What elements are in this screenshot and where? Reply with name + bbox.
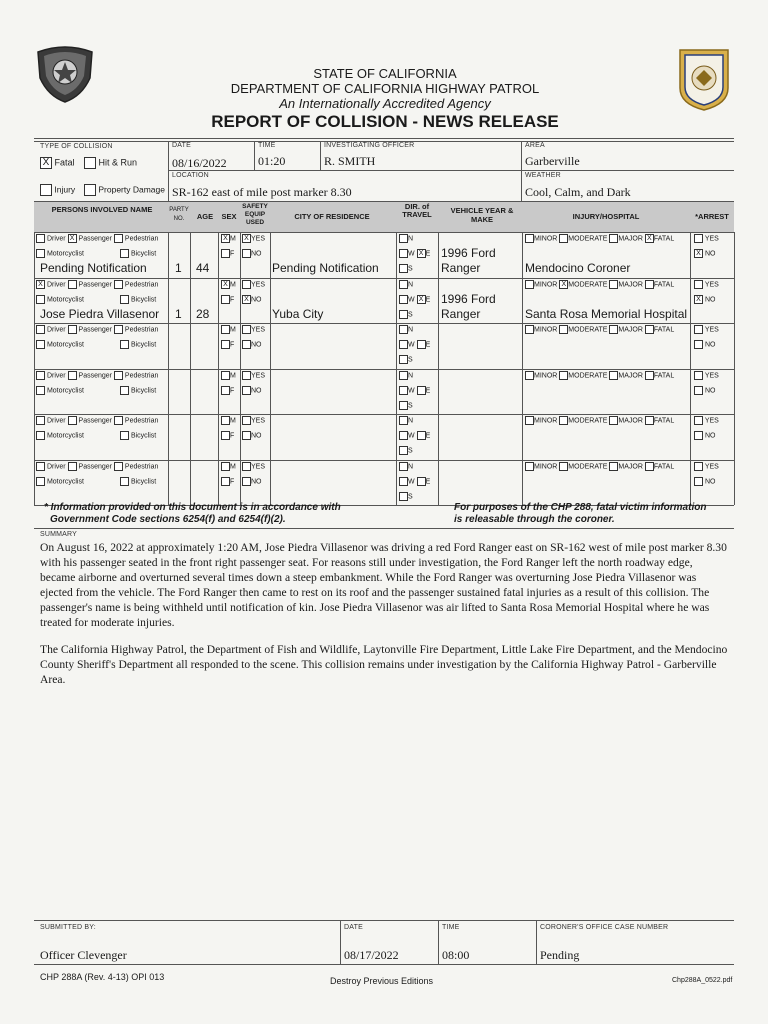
motorcyclist-text: Motorcyclist: [46, 386, 84, 394]
minor-text: MINOR: [534, 462, 558, 470]
coroner-note-line2: is releasable through the coroner.: [454, 514, 615, 525]
e-text: E: [425, 341, 431, 349]
bicyclist-text: Bicyclist: [130, 250, 157, 258]
dir-w-checkbox[interactable]: [399, 431, 408, 440]
dir-e-checkbox[interactable]: [417, 431, 426, 440]
submitted-by: Officer Clevenger: [40, 948, 127, 962]
male-checkbox[interactable]: X: [221, 234, 230, 243]
form-number: CHP 288A (Rev. 4-13) OPI 013: [40, 972, 165, 982]
person-name: Pending Notification: [40, 261, 147, 275]
arrest-no-checkbox[interactable]: [694, 431, 703, 440]
f-text: F: [230, 432, 235, 440]
dir-s-checkbox[interactable]: [399, 401, 408, 410]
dir-e-checkbox[interactable]: [417, 386, 426, 395]
e-text: E: [425, 477, 431, 485]
safety-no-checkbox[interactable]: [242, 431, 251, 440]
passenger-text: Passenger: [78, 326, 112, 334]
safety-no-checkbox[interactable]: [242, 340, 251, 349]
header-department: DEPARTMENT OF CALIFORNIA HIGHWAY PATROL: [230, 81, 540, 96]
pedestrian-text: Pedestrian: [124, 235, 159, 243]
dir-s-checkbox[interactable]: [399, 355, 408, 364]
bicyclist-checkbox[interactable]: [120, 431, 129, 440]
w-text: W: [408, 477, 415, 485]
coroner-note-line1: For purposes of the CHP 288, fatal victim information: [454, 502, 707, 513]
persons-involved-header: PERSONS INVOLVED NAME: [51, 205, 153, 214]
no-text: NO: [251, 432, 262, 440]
injury-option[interactable]: [40, 184, 75, 196]
w-text: W: [408, 386, 415, 394]
passenger-text: Passenger: [78, 417, 112, 425]
submitted-date-label: DATE: [344, 924, 363, 931]
date-label: DATE: [172, 142, 191, 149]
coroner-case-label: CORONER'S OFFICE CASE NUMBER: [540, 924, 669, 931]
collision-date: 08/16/2022: [172, 156, 227, 170]
city-of-residence: Yuba City: [272, 306, 324, 321]
bicyclist-checkbox[interactable]: [120, 249, 129, 258]
moderate-checkbox[interactable]: [559, 371, 568, 380]
type-of-collision-label: TYPE OF COLLISION: [40, 143, 113, 150]
property-damage-checkbox[interactable]: [84, 184, 96, 196]
moderate-checkbox[interactable]: [559, 325, 568, 334]
arrest-no-checkbox[interactable]: [694, 477, 703, 486]
arrest-header: *ARREST: [695, 212, 729, 221]
area-label: AREA: [525, 142, 545, 149]
driver-text: Driver: [46, 280, 66, 288]
location-label: LOCATION: [172, 172, 209, 179]
major-text: MAJOR: [618, 462, 643, 470]
moderate-text: MODERATE: [568, 326, 608, 334]
investigating-officer: R. SMITH: [324, 154, 376, 168]
fatal-option[interactable]: [40, 157, 75, 169]
driver-text: Driver: [46, 417, 66, 425]
minor-checkbox[interactable]: [525, 371, 534, 380]
driver-checkbox[interactable]: [36, 325, 45, 334]
summary-label: SUMMARY: [40, 531, 78, 538]
submitted-date: 08/17/2022: [344, 948, 399, 962]
female-checkbox[interactable]: [221, 477, 230, 486]
city-header: CITY OF RESIDENCE: [294, 212, 370, 221]
no-text: NO: [251, 341, 262, 349]
safety-yes-checkbox[interactable]: X: [242, 234, 251, 243]
bicyclist-checkbox[interactable]: [120, 477, 129, 486]
e-text: E: [425, 386, 431, 394]
w-text: W: [408, 250, 415, 258]
dir-n-checkbox[interactable]: [399, 325, 408, 334]
pedestrian-text: Pedestrian: [124, 280, 159, 288]
driver-checkbox[interactable]: X: [36, 280, 45, 289]
motorcyclist-text: Motorcyclist: [46, 477, 84, 485]
m-text: M: [230, 417, 236, 425]
f-text: F: [230, 250, 235, 258]
pedestrian-checkbox[interactable]: [114, 371, 123, 380]
pedestrian-text: Pedestrian: [124, 462, 159, 470]
page-title: REPORT OF COLLISION - NEWS RELEASE: [211, 112, 559, 131]
fatal-injury-checkbox[interactable]: X: [645, 234, 654, 243]
safety-yes-checkbox[interactable]: [242, 325, 251, 334]
yes-text: YES: [251, 326, 266, 334]
hit-run-label: Hit & Run: [98, 157, 138, 168]
driver-text: Driver: [46, 462, 66, 470]
dir-w-checkbox[interactable]: [399, 477, 408, 486]
motorcyclist-checkbox[interactable]: [36, 295, 45, 304]
pedestrian-checkbox[interactable]: [114, 280, 123, 289]
pedestrian-text: Pedestrian: [124, 417, 159, 425]
arrest-no-checkbox[interactable]: X: [694, 295, 703, 304]
s-text: S: [408, 356, 413, 364]
arrest-no-checkbox[interactable]: [694, 386, 703, 395]
injury-checkbox[interactable]: [40, 184, 52, 196]
dir-n-checkbox[interactable]: [399, 234, 408, 243]
n-text: N: [408, 235, 414, 243]
e-text: E: [425, 432, 431, 440]
vehicle-header: VEHICLE YEAR & MAKE: [450, 206, 514, 224]
minor-text: MINOR: [534, 417, 558, 425]
yes-text: YES: [251, 462, 266, 470]
dir-w-checkbox[interactable]: [399, 249, 408, 258]
investigating-officer-label: INVESTIGATING OFFICER: [324, 142, 415, 149]
destroy-previous-editions: Destroy Previous Editions: [330, 976, 434, 986]
passenger-checkbox[interactable]: [68, 416, 77, 425]
vehicle-year-make: 1996 Ford: [441, 291, 496, 306]
fatal-checkbox[interactable]: X: [40, 157, 52, 169]
safety-no-checkbox[interactable]: [242, 249, 251, 258]
no-text: NO: [251, 477, 262, 485]
e-text: E: [425, 250, 431, 258]
safety-yes-checkbox[interactable]: [242, 371, 251, 380]
dir-n-checkbox[interactable]: [399, 280, 408, 289]
male-checkbox[interactable]: [221, 371, 230, 380]
moderate-checkbox[interactable]: [559, 416, 568, 425]
yes-text: YES: [251, 280, 266, 288]
fatal-text: FATAL: [653, 417, 675, 425]
pedestrian-checkbox[interactable]: [114, 416, 123, 425]
w-text: W: [408, 295, 415, 303]
fatal-injury-checkbox[interactable]: [645, 416, 654, 425]
female-checkbox[interactable]: [221, 340, 230, 349]
m-text: M: [230, 235, 236, 243]
header-state: STATE OF CALIFORNIA: [313, 66, 457, 81]
property-damage-option[interactable]: [84, 184, 165, 196]
minor-text: MINOR: [534, 235, 558, 243]
arrest_no-text: NO: [704, 477, 716, 485]
driver-text: Driver: [46, 371, 66, 379]
female-checkbox[interactable]: [221, 249, 230, 258]
dir-w-checkbox[interactable]: [399, 386, 408, 395]
passenger-checkbox[interactable]: X: [68, 234, 77, 243]
sex-header: SEX: [221, 212, 237, 221]
fatal-label: Fatal: [54, 157, 75, 168]
passenger-checkbox[interactable]: [68, 280, 77, 289]
arrest_yes-text: YES: [704, 235, 719, 243]
s-text: S: [408, 310, 413, 318]
party-header: PARTY NO.: [169, 207, 189, 222]
yes-text: YES: [251, 417, 266, 425]
motorcyclist-text: Motorcyclist: [46, 341, 84, 349]
male-checkbox[interactable]: [221, 416, 230, 425]
pedestrian-text: Pedestrian: [124, 326, 159, 334]
female-checkbox[interactable]: [221, 295, 230, 304]
safety-no-checkbox[interactable]: X: [242, 295, 251, 304]
bicyclist-text: Bicyclist: [130, 295, 157, 303]
arrest_no-text: NO: [704, 295, 716, 303]
fatal-text: FATAL: [653, 235, 675, 243]
arrest-yes-checkbox[interactable]: [694, 371, 703, 380]
dir-w-checkbox[interactable]: [399, 295, 408, 304]
safety-yes-checkbox[interactable]: [242, 462, 251, 471]
arrest-yes-checkbox[interactable]: [694, 462, 703, 471]
minor-checkbox[interactable]: [525, 462, 534, 471]
age-header: AGE: [196, 212, 214, 221]
bicyclist-text: Bicyclist: [130, 341, 157, 349]
persons-table-header: [34, 202, 734, 232]
submitted-by-label: SUBMITTED BY:: [40, 924, 96, 931]
fatal-injury-checkbox[interactable]: [645, 280, 654, 289]
passenger-checkbox[interactable]: [68, 371, 77, 380]
safety-no-checkbox[interactable]: [242, 477, 251, 486]
f-text: F: [230, 341, 235, 349]
arrest-no-checkbox[interactable]: X: [694, 249, 703, 258]
bicyclist-text: Bicyclist: [130, 477, 157, 485]
arrest-yes-checkbox[interactable]: [694, 280, 703, 289]
w-text: W: [408, 341, 415, 349]
dir-travel-header: DIR. of TRAVEL: [402, 202, 432, 219]
major-text: MAJOR: [618, 371, 643, 379]
party-number: 1: [175, 261, 182, 275]
pedestrian-checkbox[interactable]: [114, 234, 123, 243]
minor-checkbox[interactable]: [525, 325, 534, 334]
vehicle-model: Ranger: [441, 261, 481, 275]
pedestrian-checkbox[interactable]: [114, 325, 123, 334]
dir-s-checkbox[interactable]: [399, 264, 408, 273]
major-text: MAJOR: [618, 280, 643, 288]
minor-text: MINOR: [534, 280, 558, 288]
m-text: M: [230, 280, 236, 288]
driver-checkbox[interactable]: [36, 234, 45, 243]
dir-e-checkbox[interactable]: X: [417, 295, 426, 304]
major-text: MAJOR: [618, 417, 643, 425]
fatal-injury-checkbox[interactable]: [645, 325, 654, 334]
minor-checkbox[interactable]: [525, 234, 534, 243]
minor-checkbox[interactable]: [525, 416, 534, 425]
bicyclist-text: Bicyclist: [130, 432, 157, 440]
coroner-case-number: Pending: [540, 948, 580, 962]
minor-text: MINOR: [534, 326, 558, 334]
moderate-checkbox[interactable]: [559, 462, 568, 471]
w-text: W: [408, 432, 415, 440]
f-text: F: [230, 386, 235, 394]
safety-equip-header: SAFETY EQUIP USED: [242, 203, 268, 226]
arrest_yes-text: YES: [704, 326, 719, 334]
arrest-yes-checkbox[interactable]: [694, 325, 703, 334]
driver-checkbox[interactable]: [36, 371, 45, 380]
n-text: N: [408, 462, 414, 470]
fatal-text: FATAL: [653, 326, 675, 334]
motorcyclist-checkbox[interactable]: [36, 431, 45, 440]
arrest-yes-checkbox[interactable]: [694, 416, 703, 425]
moderate-text: MODERATE: [568, 462, 608, 470]
n-text: N: [408, 371, 414, 379]
dir-e-checkbox[interactable]: [417, 340, 426, 349]
bicyclist-text: Bicyclist: [130, 386, 157, 394]
driver-checkbox[interactable]: [36, 462, 45, 471]
injury-hospital-header: INJURY/HOSPITAL: [572, 212, 640, 221]
female-checkbox[interactable]: [221, 386, 230, 395]
e-text: E: [425, 295, 431, 303]
summary-paragraph-2: The California Highway Patrol, the Department of Fish and Wildlife, Laytonville Fire Department, Little Lake Fire Department, and the Mendocino County Sheriff's Department all responded to the scene. This collision remains under investigation by the California Highway Patrol - Garberville Area.: [40, 643, 728, 686]
f-text: F: [230, 295, 235, 303]
m-text: M: [230, 462, 236, 470]
moderate-checkbox[interactable]: [559, 234, 568, 243]
dir-w-checkbox[interactable]: [399, 340, 408, 349]
male-checkbox[interactable]: [221, 462, 230, 471]
disclaimer-line1: * Information provided on this document is in accordance with: [44, 502, 341, 513]
dir-e-checkbox[interactable]: X: [417, 249, 426, 258]
fatal-injury-checkbox[interactable]: [645, 462, 654, 471]
collision-time: 01:20: [258, 154, 286, 168]
weather-value: Cool, Calm, and Dark: [525, 185, 631, 199]
f-text: F: [230, 477, 235, 485]
fatal-injury-checkbox[interactable]: [645, 371, 654, 380]
dir-e-checkbox[interactable]: [417, 477, 426, 486]
motorcyclist-text: Motorcyclist: [46, 250, 84, 258]
male-checkbox[interactable]: [221, 325, 230, 334]
dir-s-checkbox[interactable]: [399, 446, 408, 455]
s-text: S: [408, 447, 413, 455]
major-text: MAJOR: [618, 235, 643, 243]
fatal-text: FATAL: [653, 462, 675, 470]
arrest-no-checkbox[interactable]: [694, 340, 703, 349]
moderate-checkbox[interactable]: X: [559, 280, 568, 289]
motorcyclist-checkbox[interactable]: [36, 249, 45, 258]
m-text: M: [230, 326, 236, 334]
safety-yes-checkbox[interactable]: [242, 280, 251, 289]
property-damage-label: Property Damage: [98, 184, 165, 195]
passenger-text: Passenger: [78, 280, 112, 288]
bicyclist-checkbox[interactable]: [120, 340, 129, 349]
male-checkbox[interactable]: X: [221, 280, 230, 289]
fatal-text: FATAL: [653, 371, 675, 379]
arrest_no-text: NO: [704, 432, 716, 440]
driver-checkbox[interactable]: [36, 416, 45, 425]
arrest_yes-text: YES: [704, 371, 719, 379]
hospital: Mendocino Coroner: [525, 261, 631, 275]
passenger-checkbox[interactable]: [68, 325, 77, 334]
driver-text: Driver: [46, 326, 66, 334]
safety-no-checkbox[interactable]: [242, 386, 251, 395]
passenger-text: Passenger: [78, 462, 112, 470]
moderate-text: MODERATE: [568, 235, 608, 243]
motorcyclist-text: Motorcyclist: [46, 295, 84, 303]
no-text: NO: [251, 386, 262, 394]
driver-text: Driver: [46, 235, 66, 243]
dir-s-checkbox[interactable]: [399, 492, 408, 501]
dir-n-checkbox[interactable]: [399, 416, 408, 425]
pedestrian-text: Pedestrian: [124, 371, 159, 379]
submitted-time-label: TIME: [442, 924, 460, 931]
motorcyclist-text: Motorcyclist: [46, 432, 84, 440]
pedestrian-checkbox[interactable]: [114, 462, 123, 471]
submitted-time: 08:00: [442, 948, 470, 962]
party-number: 1: [175, 306, 182, 321]
person-name: Jose Piedra Villasenor: [40, 306, 160, 321]
arrest_no-text: NO: [704, 250, 716, 258]
s-text: S: [408, 265, 413, 273]
header-tagline: An Internationally Accredited Agency: [279, 96, 491, 111]
dir-n-checkbox[interactable]: [399, 462, 408, 471]
person-age: 28: [196, 306, 210, 321]
time-label: TIME: [258, 142, 276, 149]
minor-checkbox[interactable]: [525, 280, 534, 289]
passenger-text: Passenger: [78, 235, 112, 243]
motorcyclist-checkbox[interactable]: [36, 340, 45, 349]
yes-text: YES: [251, 235, 266, 243]
yes-text: YES: [251, 371, 266, 379]
arrest_yes-text: YES: [704, 462, 719, 470]
s-text: S: [408, 492, 413, 500]
person-age: 44: [196, 261, 210, 275]
motorcyclist-checkbox[interactable]: [36, 477, 45, 486]
minor-text: MINOR: [534, 371, 558, 379]
passenger-checkbox[interactable]: [68, 462, 77, 471]
passenger-text: Passenger: [78, 371, 112, 379]
no-text: NO: [251, 295, 262, 303]
hospital: Santa Rosa Memorial Hospital: [525, 306, 688, 321]
weather-label: WEATHER: [525, 172, 561, 179]
m-text: M: [230, 371, 236, 379]
no-text: NO: [251, 250, 262, 258]
moderate-text: MODERATE: [568, 280, 608, 288]
collision-location: SR-162 east of mile post marker 8.30: [172, 185, 352, 199]
chp-badge-logo: [32, 44, 98, 104]
hit-run-checkbox[interactable]: [84, 157, 96, 169]
moderate-text: MODERATE: [568, 371, 608, 379]
arrest-yes-checkbox[interactable]: [694, 234, 703, 243]
female-checkbox[interactable]: [221, 431, 230, 440]
injury-label: Injury: [54, 184, 76, 195]
summary-paragraph-1: On August 16, 2022 at approximately 1:20 AM, Jose Piedra Villasenor was driving a red Ford Ranger east on SR-162 west of mile post marker 8.30 with his passenger seated in the front right passenger seat. For reasons still under investigation, the Ford Ranger left the north roadway edge, became airborne and overturned several times down a steep embankment. While the Ford Ranger was overturning Jose Piedra Villasenor was ejected from the vehicle. The Ford Ranger then came to rest on its roof and the passenger sustained fatal injuries as a result of this collision. The passenger's name is being withheld until notification of kin. Jose Piedra Villasenor was air lifted to Santa Rosa Memorial Hospital where he was treated for moderate injuries.: [40, 541, 727, 629]
arrest_no-text: NO: [704, 341, 716, 349]
arrest_no-text: NO: [704, 386, 716, 394]
vehicle-year-make: 1996 Ford: [441, 246, 496, 260]
safety-yes-checkbox[interactable]: [242, 416, 251, 425]
dir-n-checkbox[interactable]: [399, 371, 408, 380]
city-of-residence: Pending Notification: [272, 261, 379, 275]
major-text: MAJOR: [618, 326, 643, 334]
arrest_yes-text: YES: [704, 417, 719, 425]
fatal-text: FATAL: [653, 280, 675, 288]
s-text: S: [408, 401, 413, 409]
hit-run-option[interactable]: [84, 157, 137, 169]
n-text: N: [408, 326, 414, 334]
n-text: N: [408, 280, 414, 288]
bicyclist-checkbox[interactable]: [120, 386, 129, 395]
collision-area: Garberville: [525, 154, 580, 168]
n-text: N: [408, 417, 414, 425]
accreditation-seal: [676, 44, 732, 112]
disclaimer-line2: Government Code sections 6254(f) and 6254(f)(2).: [50, 514, 286, 525]
moderate-text: MODERATE: [568, 417, 608, 425]
dir-s-checkbox[interactable]: [399, 310, 408, 319]
bicyclist-checkbox[interactable]: [120, 295, 129, 304]
file-name: Chp288A_0522.pdf: [672, 977, 733, 984]
motorcyclist-checkbox[interactable]: [36, 386, 45, 395]
arrest_yes-text: YES: [704, 280, 719, 288]
vehicle-model: Ranger: [441, 306, 481, 321]
